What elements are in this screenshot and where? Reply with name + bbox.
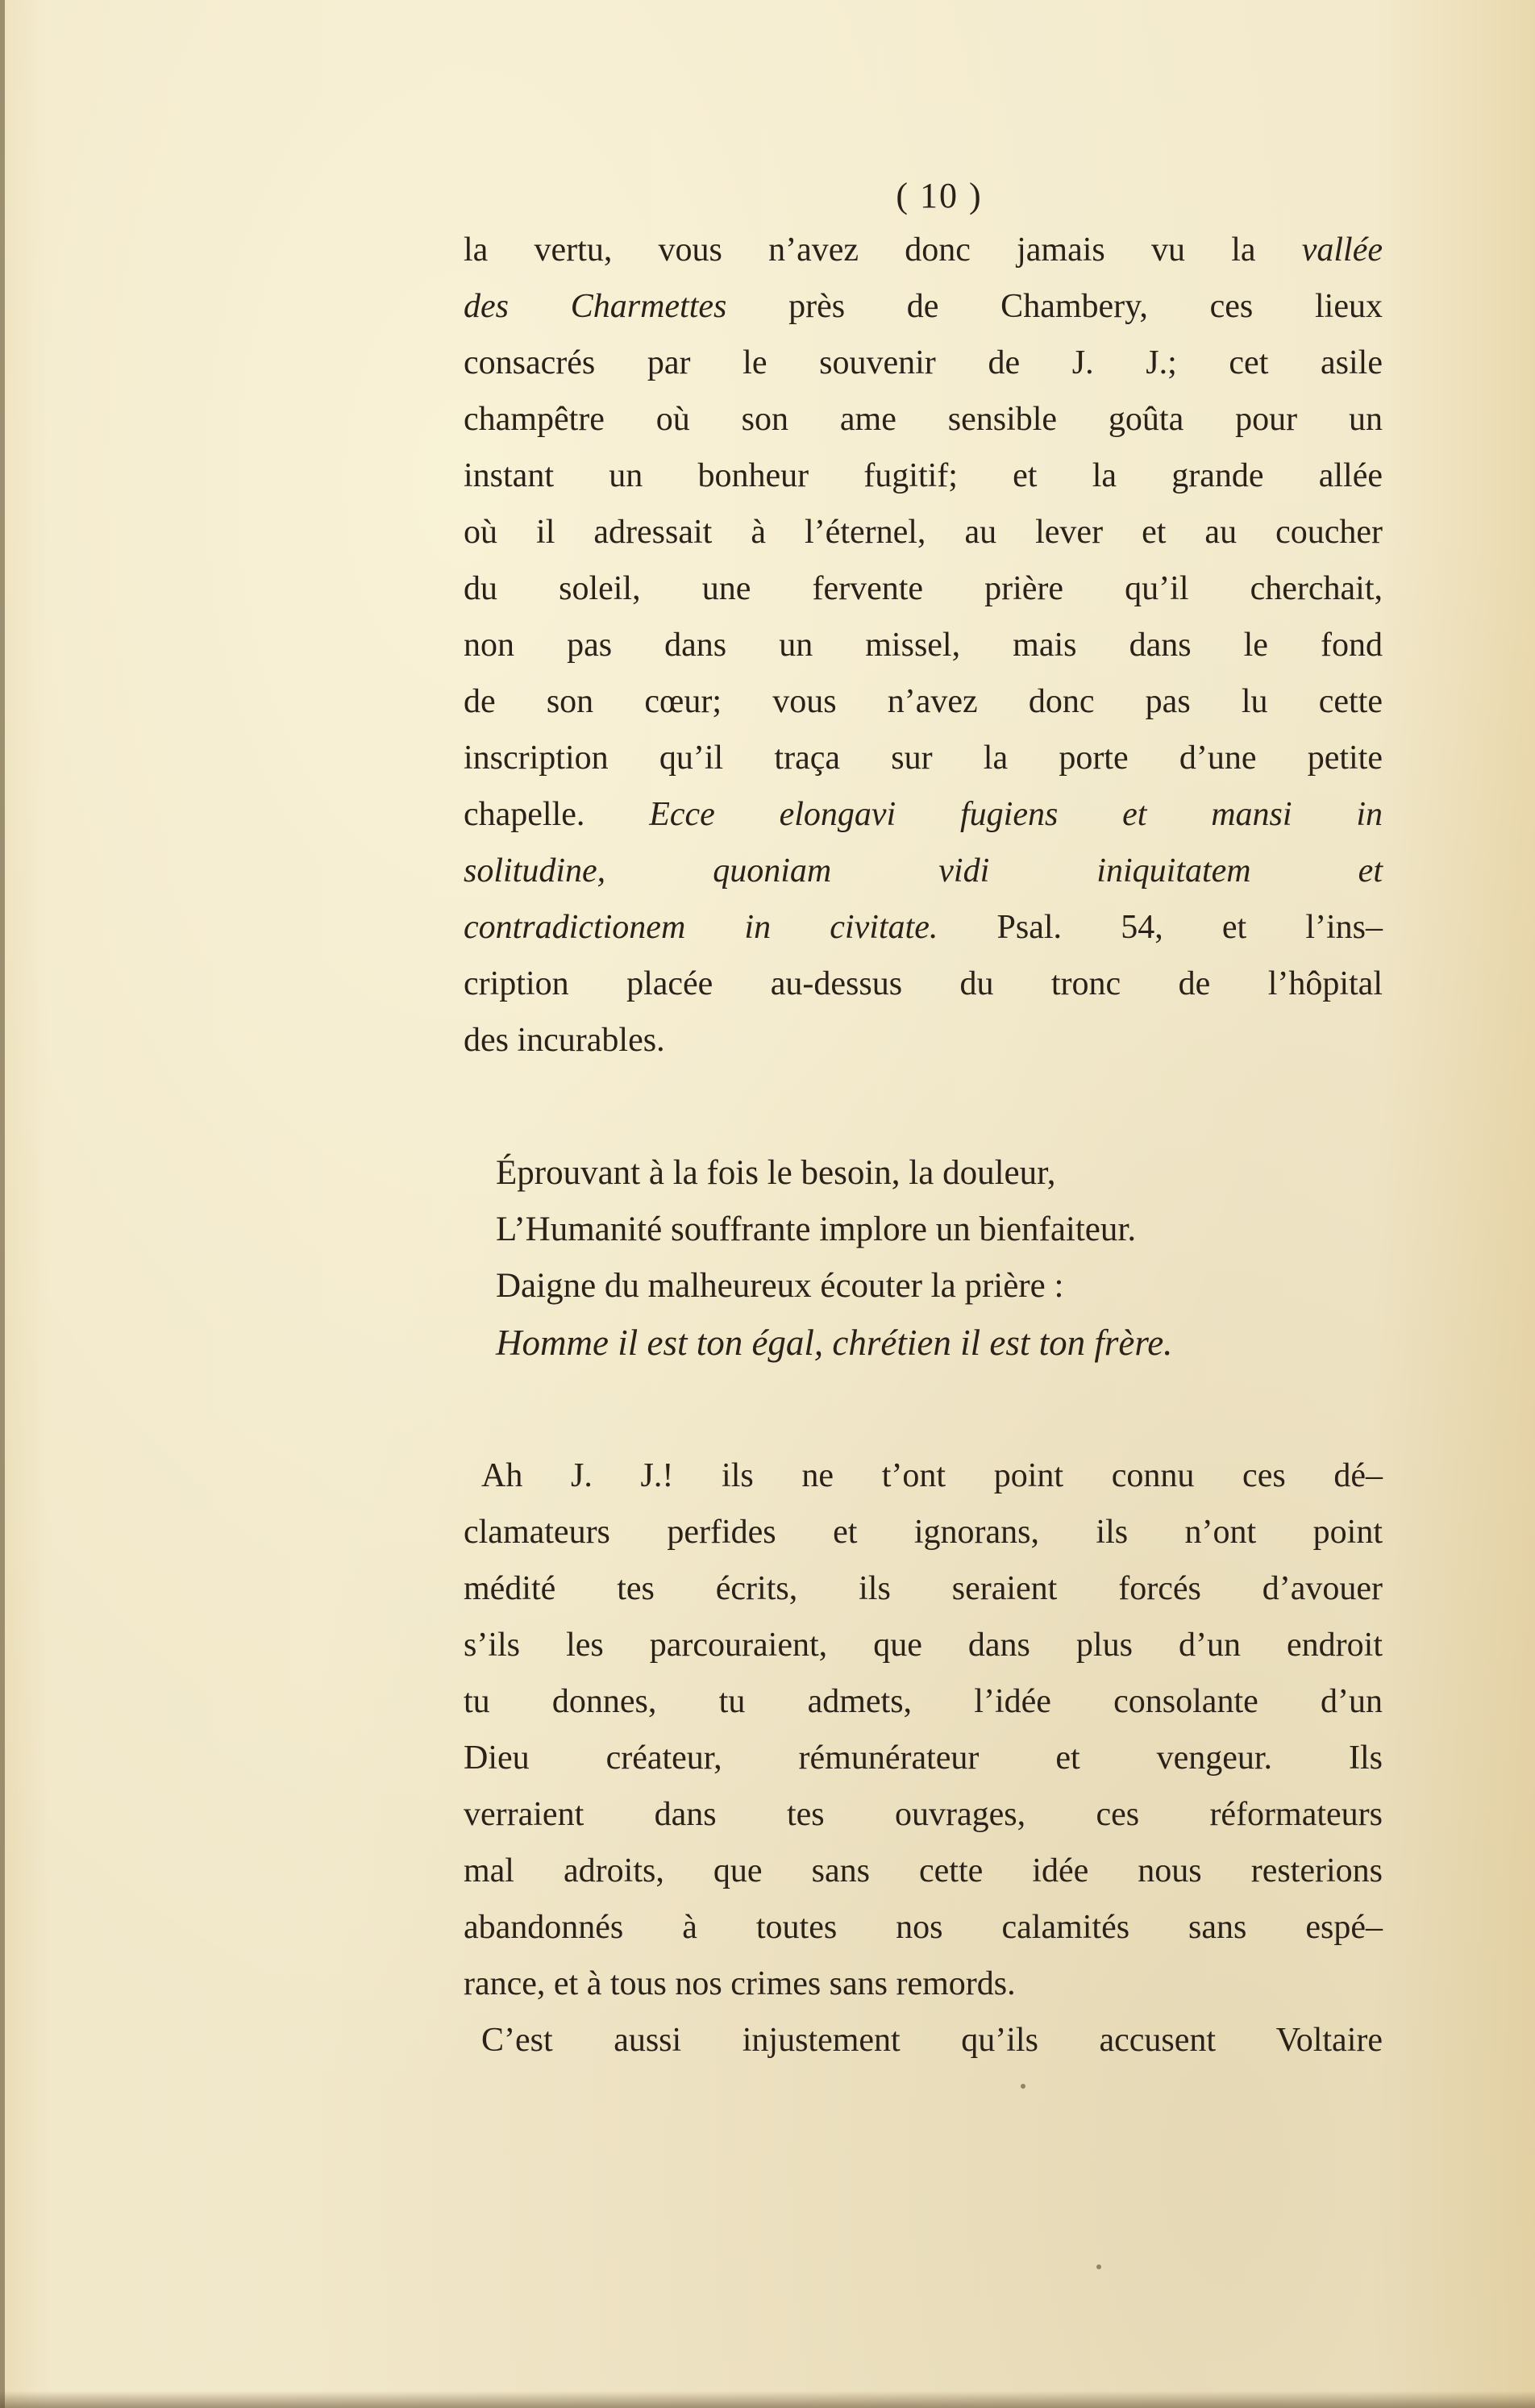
italic-run: solitudine, quoniam vidi iniquitatem et bbox=[464, 852, 1383, 889]
text-line bbox=[464, 448, 1383, 504]
text-line bbox=[464, 560, 1383, 617]
verse-line: Homme il est ton égal, chrétien il est ton frère. bbox=[496, 1323, 1173, 1363]
text-line bbox=[464, 391, 1383, 448]
italic-run: contradictionem in civitate. bbox=[464, 909, 938, 946]
text-run: où il adressait à l’éternel, au lever et au coucher bbox=[464, 514, 1383, 551]
text-run: la vertu, vous n’avez donc jamais vu la bbox=[464, 231, 1302, 269]
verse-line: L’Humanité souffrante implore un bienfaiteur. bbox=[496, 1210, 1137, 1248]
page-text bbox=[464, 173, 1383, 2068]
verse-stanza bbox=[464, 1145, 1383, 1371]
text-line bbox=[464, 730, 1383, 786]
text-line bbox=[464, 1012, 1383, 1069]
text-line bbox=[464, 843, 1383, 899]
page-bottom-edge bbox=[0, 2391, 1535, 2408]
paper-speck bbox=[1096, 2264, 1101, 2269]
text-run: Psal. 54, et l’ins– bbox=[938, 909, 1383, 946]
page-left-edge bbox=[0, 0, 5, 2408]
text-line bbox=[464, 786, 1383, 843]
text-line: mal adroits, que sans cette idée nous resterions bbox=[464, 1852, 1383, 1889]
text-line: verraient dans tes ouvrages, ces réformateurs bbox=[464, 1796, 1383, 1833]
text-run: champêtre où son ame sensible goûta pour un bbox=[464, 401, 1383, 438]
text-line bbox=[464, 278, 1383, 335]
text-line: médité tes écrits, ils seraient forcés d’avouer bbox=[464, 1570, 1383, 1607]
italic-run: Ecce elongavi fugiens et mansi in bbox=[649, 796, 1383, 833]
text-line: rance, et à tous nos crimes sans remords. bbox=[464, 1965, 1016, 2002]
text-run: chapelle. bbox=[464, 796, 650, 833]
text-run: du soleil, une fervente prière qu’il cherchait, bbox=[464, 570, 1383, 607]
text-line: clamateurs perfides et ignorans, ils n’ont point bbox=[464, 1514, 1383, 1551]
text-run: de son cœur; vous n’avez donc pas lu cette bbox=[464, 683, 1383, 720]
text-run: près de Chambery, ces lieux bbox=[726, 288, 1383, 325]
text-line: Ah J. J.! ils ne t’ont point connu ces dé– bbox=[481, 1457, 1383, 1494]
italic-run: vallée bbox=[1301, 231, 1383, 269]
paragraph-rousseau-charmettes bbox=[464, 222, 1383, 1069]
text-line bbox=[464, 617, 1383, 673]
text-run: cription placée au-dessus du tronc de l’hôpital bbox=[464, 965, 1383, 1002]
text-line: tu donnes, tu admets, l’idée consolante d’un bbox=[464, 1683, 1383, 1720]
italic-run: des Charmettes bbox=[464, 288, 727, 325]
text-line: s’ils les parcouraient, que dans plus d’un endroit bbox=[464, 1627, 1383, 1664]
text-line bbox=[464, 956, 1383, 1012]
text-run: des incurables. bbox=[464, 1022, 665, 1059]
text-line bbox=[464, 335, 1383, 391]
text-line: Dieu créateur, rémunérateur et vengeur. Ils bbox=[464, 1739, 1383, 1777]
verse-line: Éprouvant à la fois le besoin, la douleur, bbox=[496, 1154, 1056, 1192]
text-line: C’est aussi injustement qu’ils accusent Voltaire bbox=[481, 2022, 1383, 2059]
text-run: consacrés par le souvenir de J. J.; cet asile bbox=[464, 344, 1383, 381]
page-number: ( 10 ) bbox=[896, 176, 983, 215]
paragraph-declamateurs bbox=[464, 1448, 1383, 2068]
text-line bbox=[464, 222, 1383, 278]
paper-speck bbox=[1021, 2084, 1025, 2089]
verse-line: Daigne du malheureux écouter la prière : bbox=[496, 1267, 1064, 1305]
text-line bbox=[464, 899, 1383, 956]
text-run: inscription qu’il traça sur la porte d’une petite bbox=[464, 739, 1383, 777]
text-line bbox=[464, 504, 1383, 560]
text-run: instant un bonheur fugitif; et la grande allée bbox=[464, 457, 1383, 494]
text-line: abandonnés à toutes nos calamités sans espé– bbox=[464, 1909, 1383, 1946]
text-line bbox=[464, 673, 1383, 730]
text-run: non pas dans un missel, mais dans le fond bbox=[464, 627, 1383, 664]
